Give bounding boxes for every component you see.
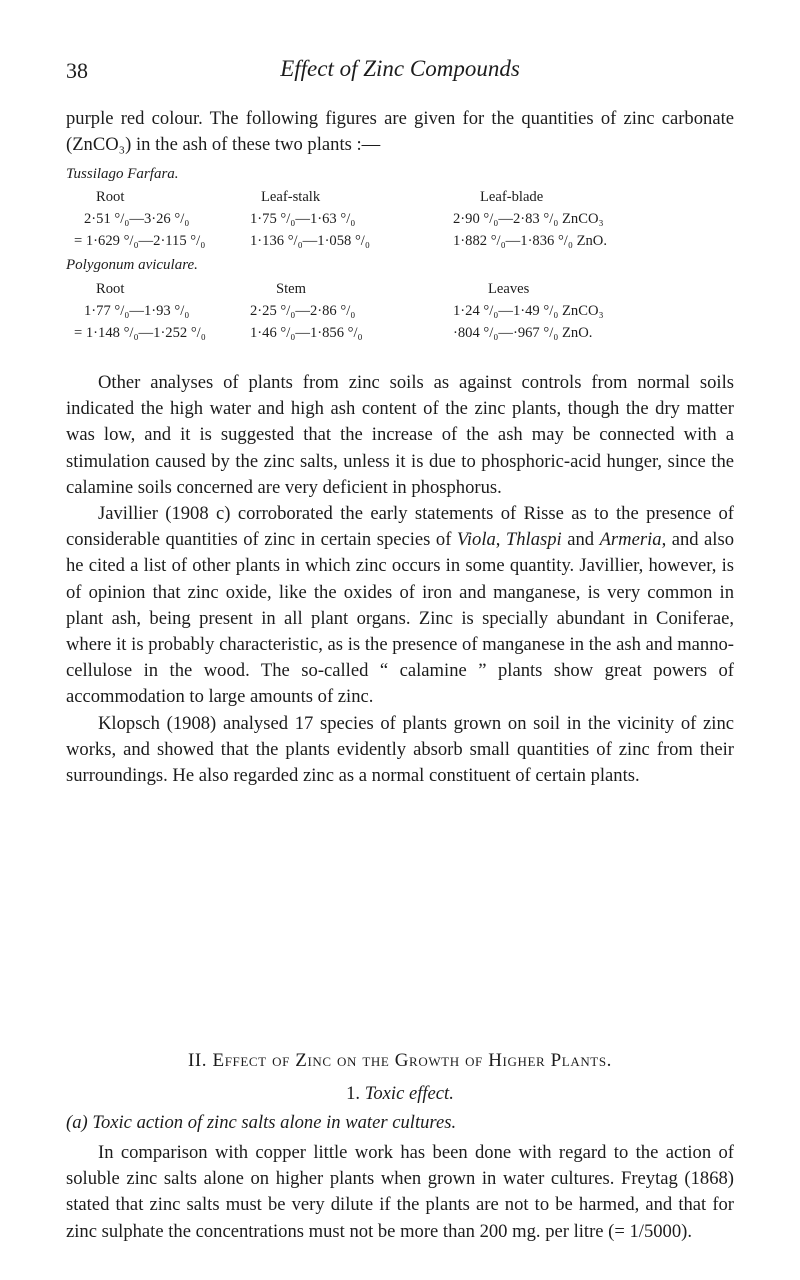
header-root: Root	[96, 281, 125, 297]
table-cell: = 1·629 °/₀—2·115 °/₀	[74, 233, 206, 249]
table-cell: = 1·148 °/₀—1·252 °/₀	[74, 325, 206, 341]
sub-sub-heading: (a) Toxic action of zinc salts alone in water cultures.	[66, 1112, 457, 1133]
section-heading: II. Effect of Zinc on the Growth of Higher Plants.	[187, 1050, 613, 1071]
table-cell: 1·882 °/₀—1·836 °/₀ ZnO.	[453, 233, 607, 249]
table-cell: 1·46 °/₀—1·856 °/₀	[250, 325, 363, 341]
body-text	[66, 370, 734, 789]
table-cell: 1·24 °/₀—1·49 °/₀ ZnCO₃	[453, 303, 604, 319]
intro-text: purple red colour. The following figures are given for the quantities of zinc carbonate (ZnCO₃) in the ash of these two plants :—	[66, 108, 734, 156]
species-polygonum: Polygonum aviculare.	[66, 257, 198, 273]
header-leaf-stalk: Leaf-stalk	[261, 189, 321, 205]
table-cell: 1·75 °/₀—1·63 °/₀	[250, 211, 356, 227]
table-cell: 1·136 °/₀—1·058 °/₀	[250, 233, 370, 249]
text-span: and	[561, 529, 600, 551]
table-cell: ·804 °/₀—·967 °/₀ ZnO.	[453, 325, 593, 341]
intro-paragraph	[66, 106, 734, 158]
text-span: Javillier (1908 c) corroborated the early statements of Risse as to the presence of considerable quantities of zinc in certain species of	[66, 503, 734, 551]
header-root: Root	[96, 189, 125, 205]
table-cell: 2·25 °/₀—2·86 °/₀	[250, 303, 356, 319]
body-text-2	[66, 1140, 734, 1245]
sub-heading-number: 1.	[346, 1083, 365, 1104]
paragraph-klopsch: Klopsch (1908) analysed 17 species of plants grown on soil in the vicinity of zinc works, and showed that the plants evidently absorb small quantities of zinc from their surroundings. He also regarded zinc as a normal constituent of certain plants.	[66, 712, 734, 787]
sub-heading-title: Toxic effect.	[364, 1083, 454, 1104]
paragraph-analyses: Other analyses of plants from zinc soils as against controls from normal soils indicated the high water and high ash content of the zinc plants, though the dry matter was low, and it is suggested that the increase of the ash may be connected with a stimulation caused by the zinc salts, unless it is due to phosphoric-acid hunger, since the calamine soils concerned are very deficient in phosphorus.	[66, 372, 734, 498]
species-tussilago: Tussilago Farfara.	[66, 166, 179, 182]
genus-armeria: Armeria	[599, 529, 662, 551]
table-cell: 2·90 °/₀—2·83 °/₀ ZnCO₃	[453, 211, 604, 227]
text-span: ,	[495, 529, 506, 551]
table-cell: 2·51 °/₀—3·26 °/₀	[84, 211, 190, 227]
header-leaves: Leaves	[488, 281, 530, 297]
paragraph-javillier	[66, 501, 734, 711]
genus-thlaspi: Thlaspi	[505, 529, 562, 551]
sub-heading	[0, 1083, 800, 1105]
header-leaf-blade: Leaf-blade	[480, 189, 544, 205]
table-cell: 1·77 °/₀—1·93 °/₀	[84, 303, 190, 319]
text-span: , and also he cited a list of other plants in which zinc occurs in some quantity. Javillier, however, is of opinion that zinc oxide, like the oxides of iron and manganese, is very common in plant ash, being present in all plant organs. Zinc is specially abundant in Coniferae, where it is probably characteristic, as is the presence of manganese in the ash and manno-cellulose in the wood. The so-called “ calamine ” plants show great powers of accommodation to large amounts of zinc.	[66, 529, 734, 708]
paragraph-comparison: In comparison with copper little work has been done with regard to the action of soluble zinc salts alone on higher plants when grown in water cultures. Freytag (1868) stated that zinc salts must be very dilute if the plants are not to be harmed, and that for zinc sulphate the concentrations must not be more than 200 mg. per litre (= 1/5000).	[66, 1142, 734, 1242]
page-number: 38	[66, 58, 88, 83]
running-title: Effect of Zinc Compounds	[280, 56, 520, 81]
genus-viola: Viola	[456, 529, 496, 551]
header-stem: Stem	[276, 281, 306, 297]
